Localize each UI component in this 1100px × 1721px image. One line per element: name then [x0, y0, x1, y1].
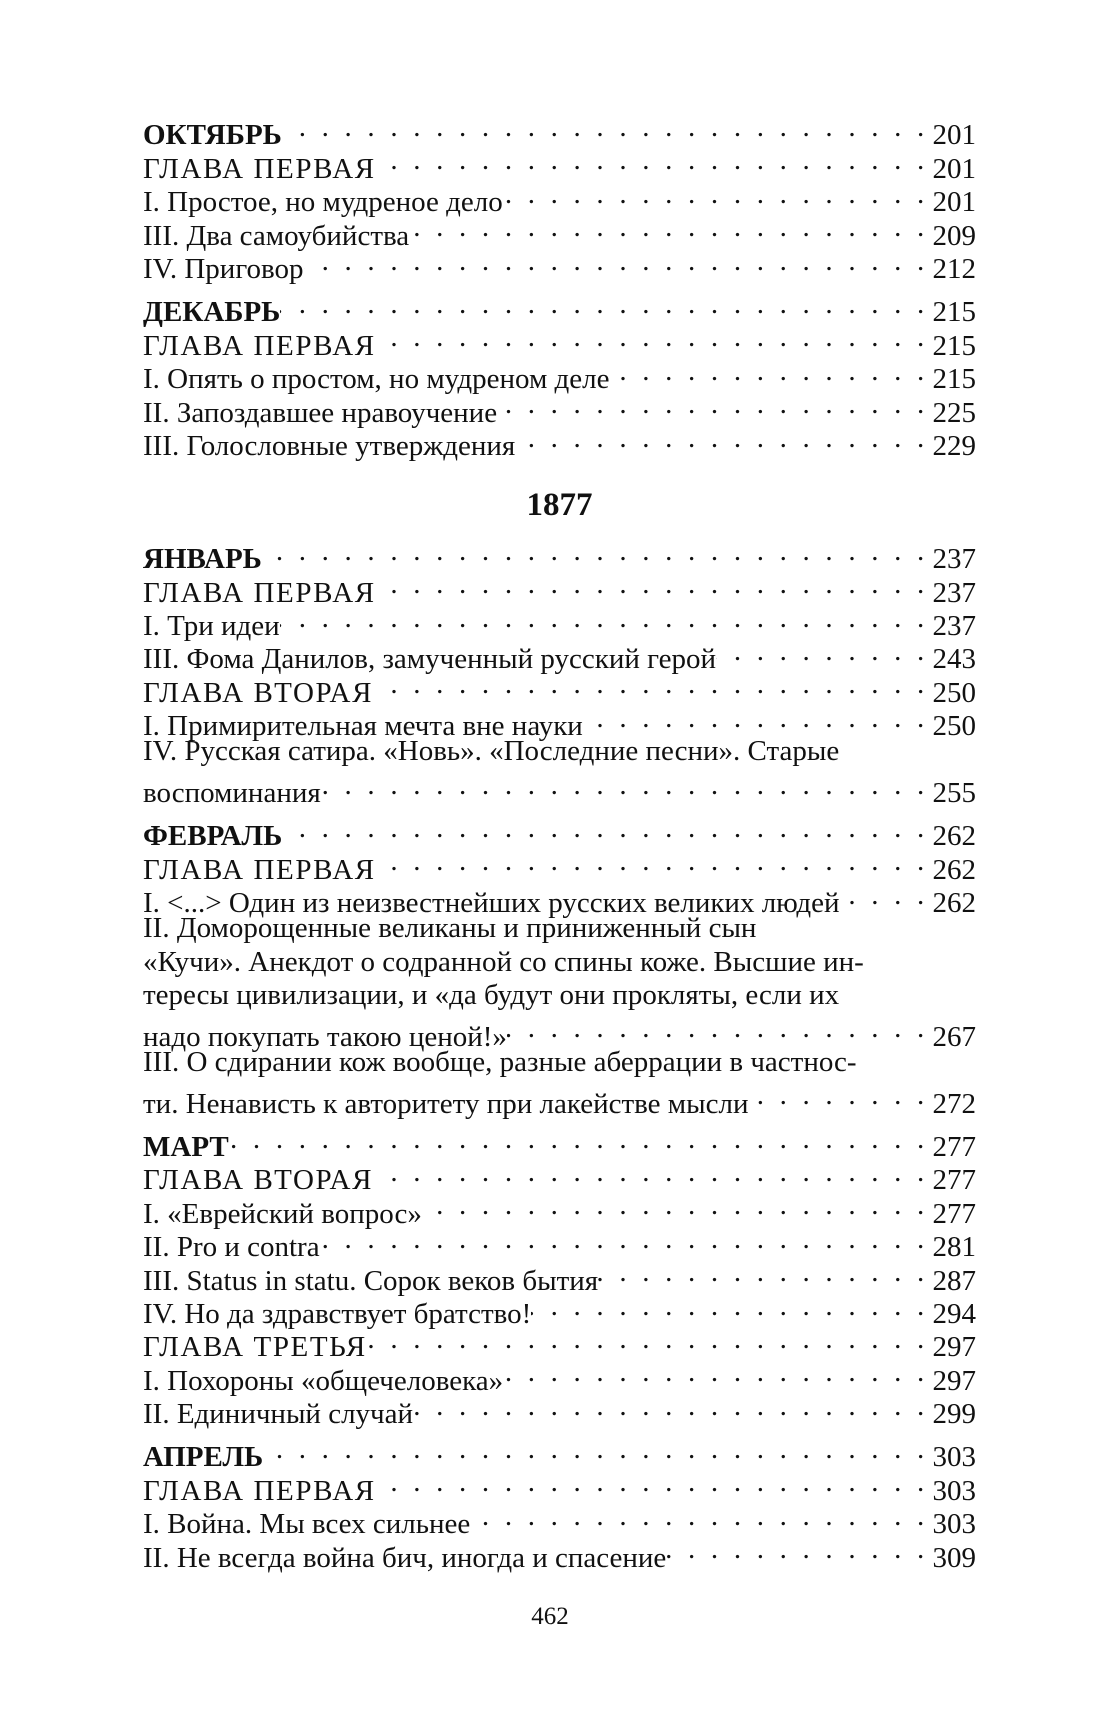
entry-title: ГЛАВА ПЕРВАЯ [143, 576, 376, 609]
dot-leader [503, 1356, 932, 1389]
toc-entry-month[interactable] [143, 1123, 976, 1163]
entry-title: ГЛАВА ПЕРВАЯ [143, 152, 376, 185]
entry-title: II. Запоздавшее нравоучение [143, 396, 498, 429]
entry-title: ГЛАВА ВТОРАЯ [143, 676, 374, 709]
dot-leader [531, 1290, 932, 1323]
dot-leader [409, 211, 932, 244]
toc-line [143, 1012, 976, 1053]
dot-leader [280, 288, 932, 321]
entry-page-number: 255 [932, 777, 976, 810]
dot-leader [367, 1323, 933, 1356]
entry-page-number: 201 [932, 186, 976, 219]
entry-title: ОКТЯБРЬ [143, 119, 282, 152]
toc-line [143, 979, 976, 1012]
entry-title: I. Похороны «общечеловека» [143, 1364, 504, 1397]
toc-entry-chapter[interactable] [143, 1466, 976, 1507]
dot-leader [503, 178, 933, 211]
entry-page-number: 277 [932, 1130, 976, 1163]
entry-title: ГЛАВА ПЕРВАЯ [143, 329, 376, 362]
entry-page-number: 250 [932, 710, 976, 743]
entry-title: II. Pro и contra [143, 1231, 320, 1264]
entry-title: ДЕКАБРЬ [143, 296, 281, 329]
dot-leader [376, 568, 933, 601]
entry-page-number: 272 [932, 1087, 976, 1120]
toc-entry-chapter[interactable] [143, 1156, 976, 1197]
entry-page-number: 297 [932, 1331, 976, 1364]
entry-title: II. Доморощенные великаны и приниженный сын [143, 912, 757, 945]
dot-leader [282, 812, 932, 845]
entry-page-number: 225 [932, 396, 976, 429]
entry-page-number: 303 [932, 1508, 976, 1541]
entry-title: I. Опять о простом, но мудреном деле [143, 363, 610, 396]
entry-title: МАРТ [143, 1130, 229, 1163]
entry-title: ЯНВАРЬ [143, 543, 262, 576]
entry-page-number: 303 [932, 1474, 976, 1507]
toc-entry-month[interactable] [143, 111, 976, 152]
entry-title: воспоминания [143, 777, 321, 810]
entry-page-number: 237 [932, 543, 976, 576]
page-number: 462 [531, 1603, 569, 1630]
toc-section [143, 535, 976, 810]
entry-page-number: 243 [932, 643, 976, 676]
entry-page-number: 209 [932, 219, 976, 252]
toc-line [143, 111, 976, 152]
entry-title: IV. Но да здравствует братство! [143, 1297, 532, 1330]
toc-entry-month[interactable] [143, 1433, 976, 1474]
toc-entry-month[interactable] [143, 535, 976, 576]
toc-line [143, 535, 976, 576]
toc-entry-chapter[interactable] [143, 568, 976, 609]
entry-page-number: 201 [932, 152, 976, 185]
dot-leader [304, 245, 933, 278]
entry-title: IV. Приговор [143, 252, 304, 285]
dot-leader [229, 1123, 933, 1156]
toc-entry-item[interactable] [143, 912, 976, 1053]
entry-page-number: 294 [932, 1297, 976, 1330]
entry-title: ГЛАВА ПЕРВАЯ [143, 1474, 376, 1507]
toc-line [143, 1046, 976, 1079]
entry-title: I. Война. Мы всех сильнее [143, 1508, 471, 1541]
toc-entry-item[interactable] [143, 1045, 976, 1120]
entry-page-number: 297 [932, 1364, 976, 1397]
dot-leader [413, 1390, 932, 1423]
entry-title: ГЛАВА ВТОРАЯ [143, 1164, 374, 1197]
toc-entry-month[interactable] [143, 288, 976, 329]
dot-leader [507, 1012, 933, 1045]
entry-title: I. Простое, но мудреное дело [143, 186, 503, 219]
toc-line [143, 568, 976, 609]
entry-title: ГЛАВА ПЕРВАЯ [143, 853, 376, 886]
entry-title: III. Фома Данилов, замученный русский герой [143, 643, 717, 676]
dot-leader [666, 1533, 932, 1566]
toc-line [143, 946, 976, 979]
dot-leader [376, 144, 933, 177]
toc-entry-item[interactable] [143, 735, 976, 810]
dot-leader [320, 1223, 933, 1256]
entry-title: I. «Еврейский вопрос» [143, 1197, 422, 1230]
toc-section [143, 812, 976, 1120]
entry-page-number: 201 [932, 119, 976, 152]
dot-leader [598, 1256, 932, 1289]
entry-title: III. Голословные утверждения [143, 429, 516, 462]
entry-page-number: 287 [932, 1264, 976, 1297]
dot-leader [373, 668, 932, 701]
toc-section [143, 1123, 976, 1431]
entry-title: ФЕВРАЛЬ [143, 820, 283, 853]
entry-page-number: 277 [932, 1164, 976, 1197]
entry-page-number: 299 [932, 1398, 976, 1431]
entry-page-number: 262 [932, 853, 976, 886]
entry-page-number: 215 [932, 296, 976, 329]
toc-line [143, 912, 976, 945]
dot-leader [376, 845, 933, 878]
entry-page-number: 281 [932, 1231, 976, 1264]
dot-leader [583, 702, 933, 735]
entry-title: ГЛАВА ТРЕТЬЯ [143, 1331, 367, 1364]
dot-leader [515, 422, 932, 455]
dot-leader [470, 1500, 932, 1533]
entry-title: надо покупать такою ценой!» [143, 1020, 507, 1053]
toc-line [143, 735, 976, 768]
entry-title: I. <...> Один из неизвестнейших русских великих людей [143, 887, 840, 920]
entry-page-number: 237 [932, 610, 976, 643]
entry-title: АПРЕЛЬ [143, 1441, 264, 1474]
toc-line [143, 288, 976, 329]
dot-leader [716, 635, 932, 668]
toc-line [143, 769, 976, 810]
dot-leader [262, 535, 933, 568]
entry-page-number: 215 [932, 329, 976, 362]
entry-title: III. Status in statu. Сорок веков бытия [143, 1264, 599, 1297]
entry-page-number: 212 [932, 252, 976, 285]
entry-page-number: 237 [932, 576, 976, 609]
toc-line [143, 1123, 976, 1163]
entry-page-number: 215 [932, 363, 976, 396]
dot-leader [610, 355, 933, 388]
entry-page-number: 277 [932, 1197, 976, 1230]
toc-section [143, 1433, 976, 1574]
dot-leader [263, 1433, 932, 1466]
entry-page-number: 267 [932, 1020, 976, 1053]
toc-section [143, 111, 976, 285]
entry-title: I. Примирительная мечта вне науки [143, 710, 583, 743]
entry-title: I. Три идеи [143, 610, 280, 643]
entry-page-number: 303 [932, 1441, 976, 1474]
entry-title: IV. Русская сатира. «Новь». «Последние песни». Старые [143, 735, 840, 768]
dot-leader [376, 1466, 933, 1499]
entry-title: ти. Ненависть к авторитету при лакействе мысли [143, 1087, 749, 1120]
entry-page-number: 229 [932, 429, 976, 462]
table-of-contents [143, 111, 976, 1574]
dot-leader [376, 321, 933, 354]
dot-leader [497, 388, 932, 421]
toc-section [143, 288, 976, 462]
toc-line [143, 812, 976, 853]
dot-leader [282, 111, 933, 144]
entry-title: тересы цивилизации, и «да будут они прокляты, если их [143, 978, 840, 1011]
entry-page-number: 250 [932, 676, 976, 709]
dot-leader [840, 879, 933, 912]
entry-page-number: 262 [932, 820, 976, 853]
entry-title: III. Два самоубийства [143, 219, 410, 252]
dot-leader [280, 602, 933, 635]
toc-line [143, 1079, 976, 1120]
dot-leader [321, 769, 933, 802]
toc-line [143, 1156, 976, 1197]
entry-title: III. О сдирании кож вообще, разные аберрации в частнос- [143, 1045, 857, 1078]
dot-leader [422, 1189, 933, 1222]
entry-page-number: 309 [932, 1541, 976, 1574]
entry-page-number: 262 [932, 887, 976, 920]
toc-line [143, 1433, 976, 1474]
dot-leader [373, 1156, 932, 1189]
entry-title: II. Единичный случай [143, 1398, 414, 1431]
toc-line [143, 1466, 976, 1507]
entry-title: II. Не всегда война бич, иногда и спасение [143, 1541, 667, 1574]
toc-entry-month[interactable] [143, 812, 976, 853]
year-heading: 1877 [526, 486, 593, 523]
dot-leader [749, 1079, 933, 1112]
entry-title: «Кучи». Анекдот о содранной со спины коже. Высшие ин- [143, 945, 864, 978]
